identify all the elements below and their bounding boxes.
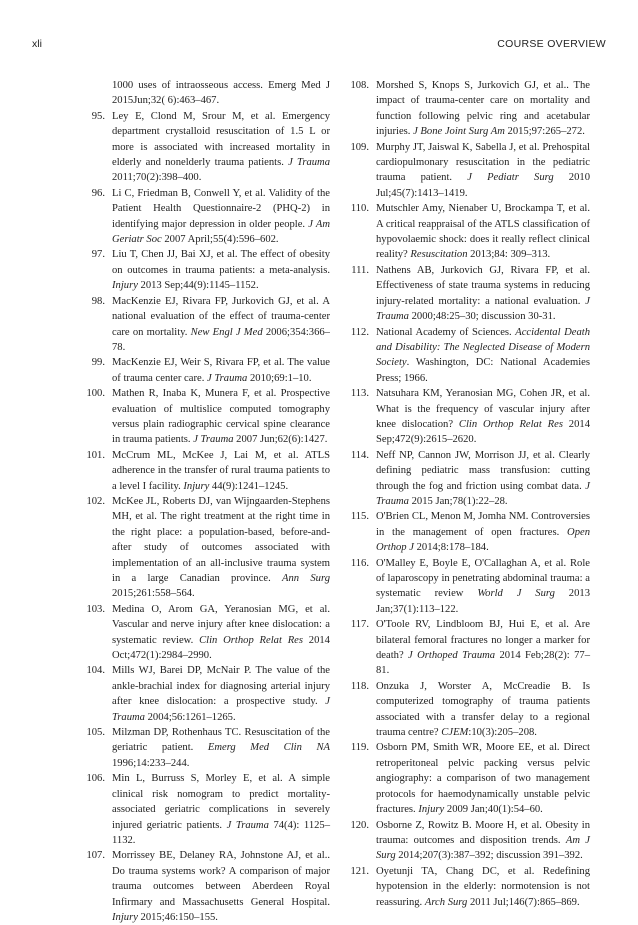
journal-title: Emerg Med Clin NA bbox=[207, 742, 330, 754]
reference-number: 109. bbox=[350, 141, 369, 153]
reference-number: 100. bbox=[86, 388, 105, 400]
reference-number: 97. bbox=[91, 249, 105, 261]
reference-text: Osborn PM, Smith WR, Moore EE, et al. Direct retroperitoneal pelvic packing versus pelvic angiography: a comparison of two management protocols for haemodynamically unstable pelvic fractures. bbox=[376, 742, 590, 816]
reference-number: 95. bbox=[91, 110, 105, 122]
reference-number: 112. bbox=[350, 326, 369, 338]
reference-number: 105. bbox=[86, 727, 105, 739]
reference-item bbox=[342, 679, 590, 741]
journal-title: J Trauma bbox=[376, 295, 590, 323]
reference-number: 101. bbox=[86, 449, 105, 461]
reference-list bbox=[342, 78, 590, 910]
reference-number: 119. bbox=[350, 742, 369, 754]
reference-item bbox=[78, 494, 330, 602]
journal-title: CJEM bbox=[441, 727, 469, 739]
reference-number: 120. bbox=[350, 819, 369, 831]
reference-text: MacKenzie EJ, Rivara FP, Jurkovich GJ, et al. A national evaluation of the effect of trauma-center care on mortality. bbox=[112, 295, 330, 338]
reference-text: Nathens AB, Jurkovich GJ, Rivara FP, et al. Effectiveness of state trauma systems in reducing injury-related mortality: a national evaluation. bbox=[376, 264, 590, 307]
reference-item bbox=[78, 247, 330, 293]
journal-title: J Pediatr Surg bbox=[467, 172, 554, 184]
reference-number: 104. bbox=[86, 665, 105, 677]
journal-title: J Am Geriatr Soc bbox=[112, 218, 331, 246]
reference-number: 110. bbox=[350, 203, 369, 215]
left-column bbox=[78, 78, 330, 925]
section-title: COURSE OVERVIEW bbox=[497, 38, 606, 50]
reference-item bbox=[78, 602, 330, 664]
reference-item bbox=[78, 848, 330, 925]
reference-item bbox=[342, 201, 590, 263]
journal-title: Am J Surg bbox=[376, 834, 590, 862]
journal-title: Clin Orthop Relat Res bbox=[199, 634, 303, 646]
reference-item bbox=[78, 294, 330, 356]
reference-number: 106. bbox=[86, 773, 105, 785]
reference-citation: 2010 Jul;45(7):1413–1419. bbox=[376, 172, 590, 199]
reference-item bbox=[78, 109, 330, 186]
reference-number: 96. bbox=[91, 187, 105, 199]
reference-item bbox=[78, 186, 330, 248]
reference-number: 102. bbox=[86, 495, 105, 507]
reference-text: Li C, Friedman B, Conwell Y, et al. Validity of the Patient Health Questionnaire-2 (PHQ-2) in identifying major depression in older people. bbox=[112, 187, 330, 230]
reference-citation: 2014 Oct;472(1):2984–2990. bbox=[112, 634, 330, 662]
journal-title: J Trauma bbox=[112, 696, 330, 723]
reference-item bbox=[78, 725, 330, 771]
reference-citation: 2011 Jul;146(7):865–869. bbox=[467, 896, 580, 908]
reference-number: 111. bbox=[351, 264, 369, 276]
journal-title: New Engl J Med bbox=[190, 326, 263, 338]
reference-citation: 2015;97:265–272. bbox=[504, 126, 585, 138]
reference-citation: . Washington, DC: National Academies Press; 1966. bbox=[376, 357, 590, 384]
reference-text: Onzuka J, Worster A, McCreadie B. Is computerized tomography of trauma patients associated with a transfer delay to a regional trauma centre? bbox=[376, 680, 590, 739]
reference-text: Neff NP, Cannon JW, Morrison JJ, et al. Clearly defining pediatric mass transfusion: cutting through the fog and friction using combat data. bbox=[376, 449, 590, 492]
reference-citation: 2011;70(2):398–400. bbox=[112, 172, 202, 184]
reference-citation: 2015;46:150–155. bbox=[137, 911, 218, 923]
journal-title: Injury bbox=[418, 804, 445, 816]
reference-text: O'Brien CL, Menon M, Jomha NM. Controversies in the management of open fractures. bbox=[376, 511, 590, 538]
reference-continuation: 1000 uses of intraosseous access. Emerg Med J 2015Jun;32( 6):463–467. bbox=[112, 80, 331, 107]
reference-number: 99. bbox=[91, 357, 105, 369]
reference-citation: 2009 Jan;40(1):54–60. bbox=[444, 804, 543, 816]
journal-title: Injury bbox=[183, 480, 210, 492]
reference-item bbox=[342, 140, 590, 202]
reference-citation: 2014 Sep;472(9):2615–2620. bbox=[376, 418, 590, 446]
reference-text: McCrum ML, McKee J, Lai M, et al. ATLS adherence in the transfer of rural trauma patients to a level I facility. bbox=[112, 449, 330, 492]
reference-list bbox=[78, 109, 330, 925]
reference-item bbox=[78, 448, 330, 494]
reference-text: Morrissey BE, Delaney RA, Johnstone AJ, et al.. Do trauma systems work? A comparison of major trauma outcomes between Aberdeen Royal Infirmary and Massachusetts General Hospital. bbox=[112, 850, 330, 908]
page-header bbox=[32, 38, 606, 54]
reference-text: Liu T, Chen JJ, Bai XJ, et al. The effect of obesity on outcomes in trauma patients: a meta-analysis. bbox=[112, 249, 330, 276]
journal-title: Injury bbox=[112, 280, 138, 292]
reference-number: 107. bbox=[86, 850, 105, 862]
reference-text: Murphy JT, Jaiswal K, Sabella J, et al. Prehospital cardiopulmonary resuscitation in the pediatric trauma patient. bbox=[376, 141, 590, 184]
reference-item bbox=[342, 740, 590, 817]
reference-item bbox=[342, 556, 590, 618]
reference-citation: 2015;261:558–564. bbox=[112, 588, 195, 600]
reference-text: Ley E, Clond M, Srour M, et al. Emergency department crystalloid resuscitation of 1.5 L or more is associated with increased mortality in elderly and nonelderly trauma patients. bbox=[112, 110, 330, 169]
reference-number: 121. bbox=[350, 865, 369, 877]
journal-title: J Trauma bbox=[193, 434, 234, 446]
page-number: xli bbox=[32, 38, 42, 50]
reference-item bbox=[342, 325, 590, 387]
journal-title: J Trauma bbox=[376, 480, 590, 507]
journal-title: World J Surg bbox=[477, 588, 555, 600]
reference-number: 98. bbox=[91, 295, 105, 307]
reference-text: Oyetunji TA, Chang DC, et al. Redefining hypotension in the elderly: normotension is not reassuring. bbox=[376, 865, 590, 908]
journal-title: Ann Surg bbox=[282, 573, 330, 584]
journal-title: J Trauma bbox=[226, 819, 269, 831]
journal-title: Arch Surg bbox=[424, 896, 468, 908]
reference-item bbox=[342, 864, 590, 910]
reference-number: 103. bbox=[86, 603, 105, 615]
reference-citation: 2015 Jan;78(1):22–28. bbox=[408, 495, 508, 507]
reference-number: 108. bbox=[350, 80, 369, 91]
journal-title: J Bone Joint Surg Am bbox=[413, 126, 505, 138]
reference-text: Morshed S, Knops S, Jurkovich GJ, et al.. The impact of trauma-center care on mortality and function following pelvic ring and acetabular injuries. bbox=[376, 80, 590, 138]
reference-citation: 44(9):1241–1245. bbox=[209, 480, 289, 492]
reference-number: 118. bbox=[350, 680, 369, 692]
reference-text: Mathen R, Inaba K, Munera F, et al. Prospective evaluation of multislice computed tomography versus plain radiographic cervical spine clearance in trauma patients. bbox=[112, 388, 330, 446]
reference-citation: 2010;69:1–10. bbox=[247, 372, 312, 384]
reference-item bbox=[342, 78, 590, 140]
reference-item bbox=[342, 509, 590, 555]
reference-citation: 2013;84: 309–313. bbox=[467, 249, 551, 261]
reference-citation: 2007 Jun;62(6):1427. bbox=[233, 434, 328, 446]
reference-citation: 2013 Sep;44(9):1145–1152. bbox=[137, 280, 259, 292]
reference-text: O'Toole RV, Lindbloom BJ, Hui E, et al. Are bilateral femoral fractures no longer a marker for death? bbox=[376, 619, 590, 662]
journal-title: Open Orthop J bbox=[376, 526, 590, 554]
reference-number: 114. bbox=[350, 449, 369, 461]
reference-number: 115. bbox=[350, 511, 369, 523]
reference-item bbox=[342, 386, 590, 448]
journal-title: J Trauma bbox=[207, 372, 248, 384]
journal-title: Injury bbox=[112, 911, 138, 923]
reference-citation: 2007 April;55(4):596–602. bbox=[161, 234, 279, 246]
reference-text: Mutschler Amy, Nienaber U, Brockampa T, et al. A critical reappraisal of the ATLS classification of hypovolaemic shock: does it really reflect clinical reality? bbox=[376, 203, 590, 261]
reference-item bbox=[78, 355, 330, 386]
journal-title: Clin Orthop Relat Res bbox=[458, 418, 563, 430]
reference-citation: 2000;48:25–30; discussion 30-31. bbox=[408, 311, 556, 323]
reference-text: Osborne Z, Rowitz B. Moore H, et al. Obesity in trauma: outcomes and disposition trends. bbox=[376, 819, 590, 846]
reference-text: Milzman DP, Rothenhaus TC. Resuscitation of the geriatric patient. bbox=[112, 727, 330, 754]
reference-text: Min L, Burruss S, Morley E, et al. A simple clinical risk nomogram to predict mortality-associated geriatric complications in severely injured geriatric patients. bbox=[112, 773, 330, 831]
reference-text: O'Malley E, Boyle E, O'Callaghan A, et al. Role of laparoscopy in penetrating abdominal trauma: a systematic review bbox=[376, 557, 590, 600]
reference-citation: 1996;14:233–244. bbox=[112, 757, 190, 769]
reference-text: Medina O, Arom GA, Yeranosian MG, et al. Vascular and nerve injury after knee dislocation: a systematic review. bbox=[112, 603, 330, 646]
reference-citation: 2014;207(3):387–392; discussion 391–392. bbox=[395, 850, 583, 862]
reference-item bbox=[342, 617, 590, 679]
reference-number: 113. bbox=[350, 388, 369, 400]
reference-text: National Academy of Sciences. bbox=[376, 326, 516, 338]
reference-citation: 2014 Feb;28(2): 77–81. bbox=[376, 650, 591, 677]
journal-title: Resuscitation bbox=[410, 249, 468, 261]
reference-text: McKee JL, Roberts DJ, van Wijngaarden-Stephens MH, et al. The right treatment at the right time in the right place: a population-based, before-and-after study of outcomes associated with implementation of an all-inclusive trauma system in a large Canadian province. bbox=[112, 495, 330, 584]
reference-text: Natsuhara KM, Yeranosian MG, Cohen JR, et al. What is the frequency of vascular injury after knee dislocation? bbox=[376, 388, 590, 430]
reference-item bbox=[342, 818, 590, 864]
reference-citation: 2014;8:178–184. bbox=[413, 542, 489, 554]
journal-title: Accidental Death and Disability: The Neglected Disease of Modern Society bbox=[376, 326, 590, 369]
reference-number: 116. bbox=[350, 557, 369, 569]
reference-item bbox=[78, 386, 330, 448]
reference-item bbox=[342, 263, 590, 325]
reference-citation: 74(4): 1125–1132. bbox=[112, 819, 331, 846]
reference-citation: 2013 Jan;37(1):113–122. bbox=[376, 588, 590, 615]
journal-title: J Orthoped Trauma bbox=[408, 650, 496, 662]
reference-citation: 2006;354:366–78. bbox=[112, 326, 330, 353]
reference-text: MacKenzie EJ, Weir S, Rivara FP, et al. The value of trauma center care. bbox=[112, 357, 330, 384]
reference-text: Mills WJ, Barei DP, McNair P. The value of the ankle-brachial index for diagnosing arterial injury after knee dislocation: a prospective study. bbox=[112, 665, 330, 708]
journal-title: J Trauma bbox=[288, 157, 330, 169]
reference-citation: 2004;56:1261–1265. bbox=[144, 711, 236, 723]
reference-item bbox=[342, 448, 590, 510]
right-column bbox=[342, 78, 590, 910]
reference-item bbox=[78, 771, 330, 848]
reference-number: 117. bbox=[350, 619, 369, 631]
reference-item bbox=[78, 663, 330, 725]
reference-citation: :10(3):205–208. bbox=[468, 727, 537, 739]
